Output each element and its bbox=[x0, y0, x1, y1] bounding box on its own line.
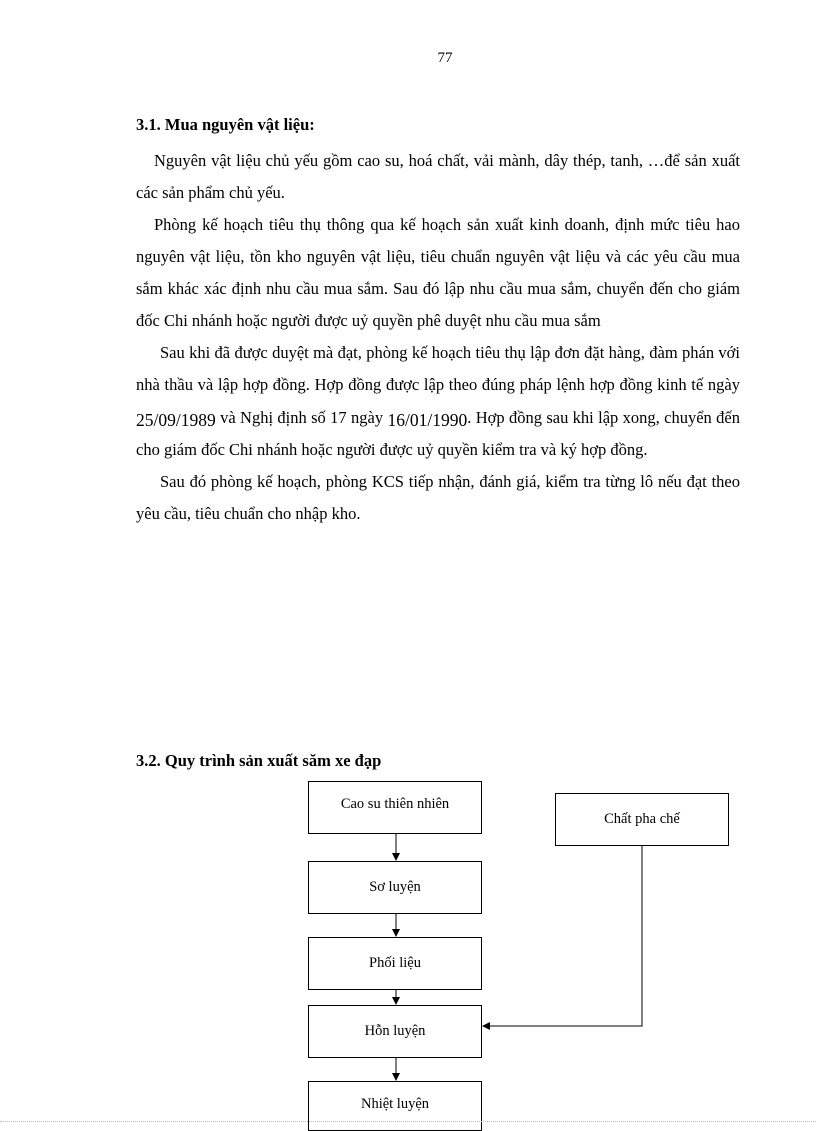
paragraph-3-text-a: Sau khi đã được duyệt mà đạt, phòng kế hoạch tiêu thụ lập đơn đặt hàng, đàm phán với nhà thầu và lập hợp đồng. Hợp đồng được lập theo đúng pháp lệnh hợp đồng kinh tế ngày bbox=[136, 343, 740, 394]
section-heading-process: 3.2. Quy trình sản xuất săm xe đạp bbox=[136, 751, 382, 770]
flow-step-heat-treatment: Nhiệt luyện bbox=[308, 1081, 482, 1131]
page-number: 77 bbox=[437, 50, 453, 66]
arrow-additive-to-mixing bbox=[483, 846, 642, 1026]
paragraph-4: Sau đó phòng kế hoạch, phòng KCS tiếp nhận, đánh giá, kiểm tra từng lô nếu đạt theo yêu cầu, tiêu chuẩn cho nhập kho. bbox=[136, 472, 740, 523]
paragraph-2: Phòng kế hoạch tiêu thụ thông qua kế hoạch sản xuất kinh doanh, định mức tiêu hao nguyên vật liệu, tồn kho nguyên vật liệu, tiêu chuẩn nguyên vật liệu và các yêu cầu mua sắm khác xác định nhu cầu mua sắm. Sau đó lập nhu cầu mua sắm, chuyển đến cho giám đốc Chi nhánh hoặc người được uỷ quyền phê duyệt nhu cầu mua sắm bbox=[136, 215, 740, 330]
flow-step-mixing: Hỗn luyện bbox=[308, 1005, 482, 1058]
paragraph-3-text-c: . Hợp đồng sau khi lập xong, chuyển đến cho giám đốc Chi nhánh hoặc người được uỷ quyền kiểm tra và ký hợp đồng. bbox=[136, 408, 740, 459]
flow-step-natural-rubber: Cao su thiên nhiên bbox=[308, 781, 482, 834]
flow-step-pre-mastication: Sơ luyện bbox=[308, 861, 482, 914]
paragraph-3-text-b: và Nghị định số 17 ngày bbox=[215, 408, 388, 427]
paragraph-1: Nguyên vật liệu chủ yếu gồm cao su, hoá chất, vải mành, dây thép, tanh, …để sản xuất các sản phẩm chủ yếu. bbox=[136, 151, 740, 202]
flow-input-additive: Chất pha chế bbox=[555, 793, 729, 846]
section-heading-purchasing: 3.1. Mua nguyên vật liệu: bbox=[136, 115, 315, 134]
date-decree: 16/01/1990 bbox=[387, 410, 468, 430]
date-ordinance: 25/09/1989 bbox=[136, 410, 216, 430]
flow-step-compounding: Phối liệu bbox=[308, 937, 482, 990]
page-bottom-divider bbox=[0, 1121, 816, 1122]
